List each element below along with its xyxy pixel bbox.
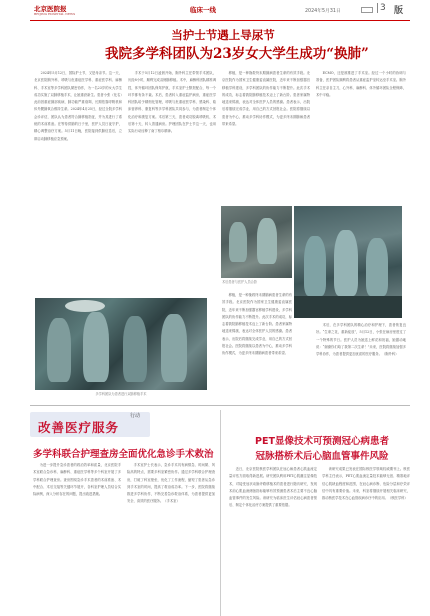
- surgeon-figure: [229, 222, 247, 262]
- article1-column-4b: [316, 322, 406, 402]
- article3-column-1: [229, 466, 317, 612]
- article1-col3-text: 移植，是一种挽救终末期肺病患者生命的有效手段。北京医院作为国家卫生健康委直属医院，近年来不断加强器官移植学科建设，多学科团队的协作能力不断提升。此次手术的成功，标志着我院肺移植技术迈上了新台阶。患者家属特地送来锦旗，表达对全体医护人员的感谢。患者表示，出院后将继续完成学业，用自己的方式回报社会。医院将继续以患者为中心，推动多学科协作模式，为更多终末期肺病患者带来希望。: [222, 71, 310, 127]
- article3-col2-text: 该研究成果已发表在国际核医学领域权威期刊上。核医学科主任表示，PET心肌血流定量技术能够无创、精准地评估心肌缺血程度和范围，在冠心病诊断、危险分层和疗效评估中具有重要价值。未来，科室将继续开展相关临床研究，推动核医学技术在心血管疾病诊疗中的应用。（核医学科）: [322, 467, 410, 501]
- article2-col2-text: 手术室护士长表示，急诊手术具有病情急、时间紧、风险高的特点，需要多科室紧密协作。通过多学科联合护理查房，打破了科室壁垒，优化了工作流程，缩短了患者从急诊到手术室的时间，提高了救治成功率。下一步，医院将继续推进多学科协作，不断完善急诊救治体系，为患者提供更加安全、高效的医疗服务。（手术室）: [127, 463, 215, 504]
- article1-column-1: [34, 70, 122, 292]
- article2-col1-text: 为进一步提升急诊患者的救治效率和质量，北京医院手术室联合急诊科、麻醉科、重症医学科等多个科室开展了多学科联合护理查房。查房围绕急诊手术患者的术前准备、术中配合、术后交接等关键环节展开，各科室护理人员结合实际病例，深入分析存在的问题，提出改进措施。: [33, 463, 121, 497]
- section-divider: [30, 405, 410, 406]
- page-header: [0, 0, 430, 22]
- surgeon-figure: [304, 236, 326, 296]
- photo2-caption: 术后患者与医护人员合影: [222, 280, 258, 284]
- photo1-caption: 多学科团队为患者进行双肺移植手术: [95, 392, 147, 396]
- article1-column-4: [316, 70, 406, 198]
- service-badge: [30, 412, 150, 437]
- surgeon-figure: [334, 230, 358, 296]
- page-suffix: 版: [394, 6, 404, 16]
- page-info: [305, 3, 409, 16]
- surgery-photo-small: [221, 206, 292, 278]
- article1-col3b-text: 移植，是一种挽救终末期肺病患者生命的有效手段。北京医院作为国家卫生健康委直属医院，近年来不断加强器官移植学科建设，多学科团队的协作能力不断提升。此次手术的成功，标志着我院肺移植技术迈上了新台阶。患者家属特地送来锦旗，表达对全体医护人员的感谢。患者表示，出院后将继续完成学业，用自己的方式回报社会。医院将继续以患者为中心，推动多学科协作模式，为更多终末期肺病患者带来希望。: [222, 293, 292, 356]
- article1-kicker: 当护士节遇上导尿节: [171, 28, 275, 42]
- article1-column-2: [128, 70, 216, 292]
- article1-col4a-text: ECMO，还是被推进了手术室。经过一个小时的协调与准备，医护团队顺利将患者从重症监护室转运至手术室。胸外科主任亲自主刀，心外科、麻醉科、体外循环团队全程保障，术中平稳。: [316, 71, 406, 97]
- article3-column-2: [322, 466, 410, 612]
- surgery-photo-large: [294, 206, 402, 318]
- surgery-team-photo: [35, 298, 207, 390]
- article2-column-2: [127, 462, 215, 612]
- issue-date: 2024年5月31日: [305, 9, 341, 14]
- article3-title-line2: 冠脉搭桥术后心脑血管事件风险: [255, 451, 389, 462]
- article3-col1-text: 近日，北京医院核医学科团队在冠心病患者心肌血流定量评估方面取得新进展。研究团队利用PET心肌灌注显像技术，对接受冠状动脉旁路移植术的患者进行随访研究，发现术前心肌血流储备指标能够有效预测患者术后主要不良心脑血管事件的发生风险。该研究为临床医生评估冠心病患者预后、制定个体化治疗方案提供了重要依据。: [229, 467, 317, 508]
- article1-title: 我院多学科团队为23岁女大学生成功“换肺”: [105, 46, 369, 62]
- surgeon-figure: [366, 238, 388, 296]
- article1-col2-text: 手术于5月12日凌晨开始，胸外科主任带领手术团队，历经8小时，顺利完成双侧肺移植。术中，麻醉科团队精准调控，体外循环团队保驾护航，手术室护士默契配合，每一个环节都有条不紊。术后，患者转入重症监护病房，重症医学科团队给予精细化管理，呼吸与危重症医学科、感染科、临床营养科、康复科等多学科团队共同参与，为患者制定个体化治疗和康复方案。术后第三天，患者成功脱离呼吸机，术后第十天，转入普通病房。护理团队在护士节这一天，也用实际行动诠释了南丁格尔精神。: [128, 71, 216, 134]
- service-section-banner: [30, 412, 220, 438]
- surgeon-figure: [83, 312, 109, 382]
- article2-title: 多学科联合护理查房全面优化急诊手术救治: [33, 449, 214, 460]
- article1-col1-text: 2024年5月12日，国际护士节，又是母亲节。这一天，北京医院胸外科、呼吸与危重症医学科、重症医学科、麻醉科、手术室等多学科团队紧密协作，为一名23岁的女大学生成功实施了双肺移植手术，让她重获新生。患者小张（化名）此前因重症肺部疾病，肺功能严重衰竭，长期依靠呼吸机和体外膜肺氧合维持生命。2024年4月25日，经过全院多学科会诊评估，团队认为患者符合肺移植指征，并为其进行了系统的术前准备。在等待供肺的日子里，医护人员日夜守护，精心调整治疗方案。5月11日晚，医院接到供肺信息后，立即启动肺移植应急预案。: [34, 71, 122, 141]
- surgeon-figure: [47, 318, 71, 382]
- editor-box: [361, 7, 373, 13]
- article1-column-3b: [222, 292, 292, 402]
- surgical-light: [65, 300, 105, 312]
- surgeon-figure: [123, 316, 147, 382]
- header-rule: [30, 20, 410, 21]
- article1-col4b-text: 术后，在多学科团队的精心治疗和护理下，患者恢复良好。“生命之花，重新绽放”，5月12日，小张在病房里度过了一个特殊的节日。医护人员为她送上鲜花和祝福，她激动地说：“谢谢你们给了我第二次生命！”未来，医院将继续加强多学科协作，为患者提供更加优质的医疗服务。（胸外科）: [316, 323, 406, 357]
- surgeon-figure: [257, 218, 277, 264]
- service-badge-tag: 行动: [130, 413, 141, 419]
- surgeon-figure: [161, 314, 187, 382]
- newspaper-logo-subtitle: BEIJING HOSPITAL NEWS: [34, 12, 76, 16]
- section-title: 临床一线: [190, 6, 216, 14]
- article3-title-line1: PET显像技术可预测冠心病患者: [255, 436, 389, 447]
- page-number: 3: [377, 3, 386, 13]
- article1-column-3: [222, 70, 310, 198]
- operating-table: [294, 296, 402, 318]
- newspaper-logo: 北京医院报: [34, 5, 67, 13]
- column-divider: [220, 410, 221, 616]
- article2-column-1: [33, 462, 121, 612]
- service-badge-label: 改善医疗服务: [38, 420, 120, 435]
